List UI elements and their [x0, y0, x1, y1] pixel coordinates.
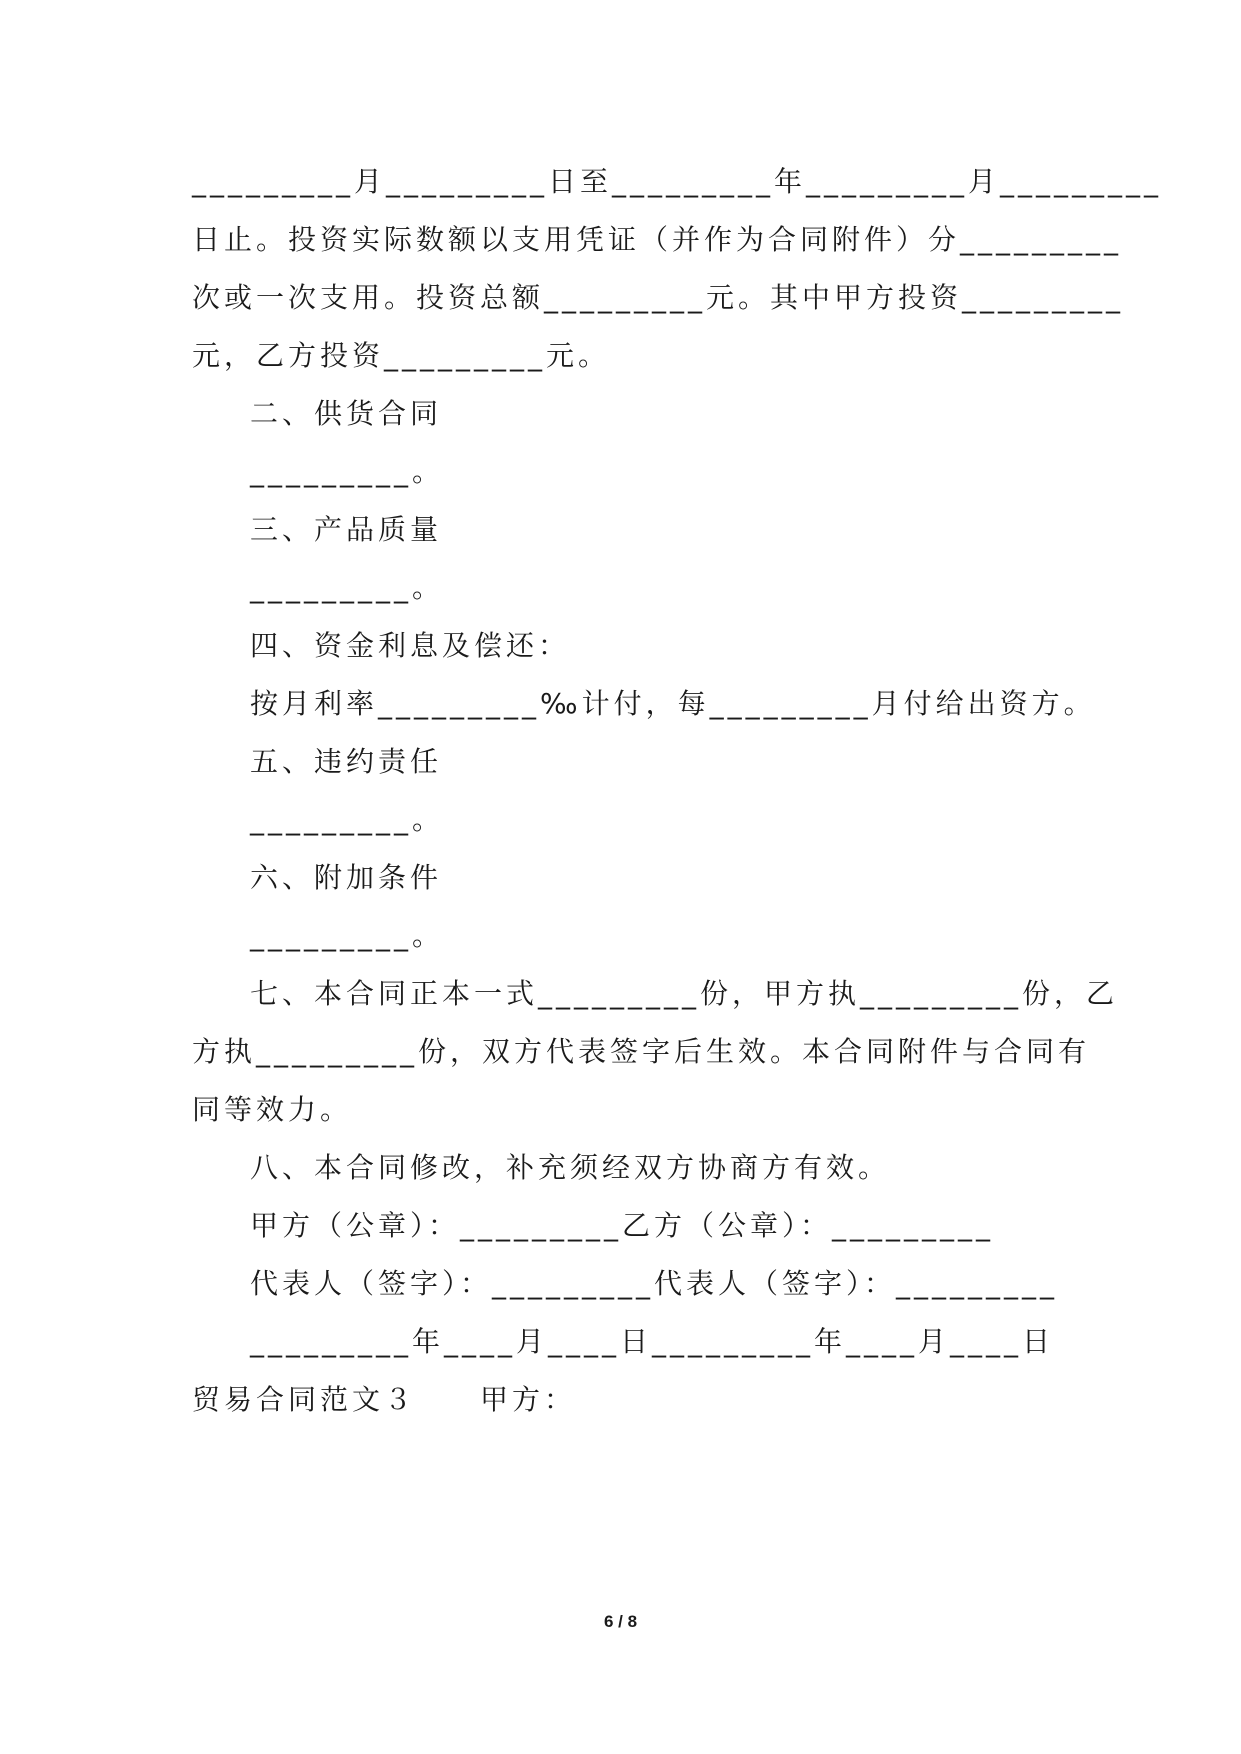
section-heading: 四、资金利息及偿还：: [250, 629, 571, 662]
section-heading: 三、产品质量: [250, 513, 443, 546]
text-line: _________。: [250, 919, 445, 952]
text-line: 次或一次支用。投资总额_________元。其中甲方投资_________: [192, 281, 1125, 314]
text-line: _________。: [250, 803, 445, 836]
text-line: 按月利率_________‰计付，每_________月付给出资方。: [250, 687, 1096, 720]
section-heading: 二、供货合同: [250, 397, 443, 430]
text-line: _________。: [250, 455, 445, 488]
text-line: 元，乙方投资_________元。: [192, 339, 611, 372]
text-line: _________。: [250, 571, 445, 604]
page-number: 6 / 8: [603, 1612, 638, 1631]
signature-line-seal: 甲方（公章）：_________乙方（公章）：_________: [250, 1209, 995, 1242]
text-line: 方执_________份，双方代表签字后生效。本合同附件与合同有: [192, 1035, 1091, 1068]
signature-line-representative: 代表人（签字）：_________代表人（签字）：_________: [250, 1267, 1059, 1300]
section-heading: 六、附加条件: [250, 861, 443, 894]
text-line: 同等效力。: [192, 1093, 353, 1126]
text-line: 八、本合同修改，补充须经双方协商方有效。: [250, 1151, 891, 1184]
text-line: _________月_________日至_________年_________月_________: [192, 165, 1163, 198]
section-heading: 五、违约责任: [250, 745, 443, 778]
next-section-title: 贸易合同范文３ 甲方：: [192, 1383, 577, 1416]
text-line: 七、本合同正本一式_________份，甲方执_________份，乙: [250, 977, 1119, 1010]
text-line: 日止。投资实际数额以支用凭证（并作为合同附件）分_________: [192, 223, 1123, 256]
signature-line-date: _________年____月____日_________年____月____日: [250, 1325, 1055, 1358]
